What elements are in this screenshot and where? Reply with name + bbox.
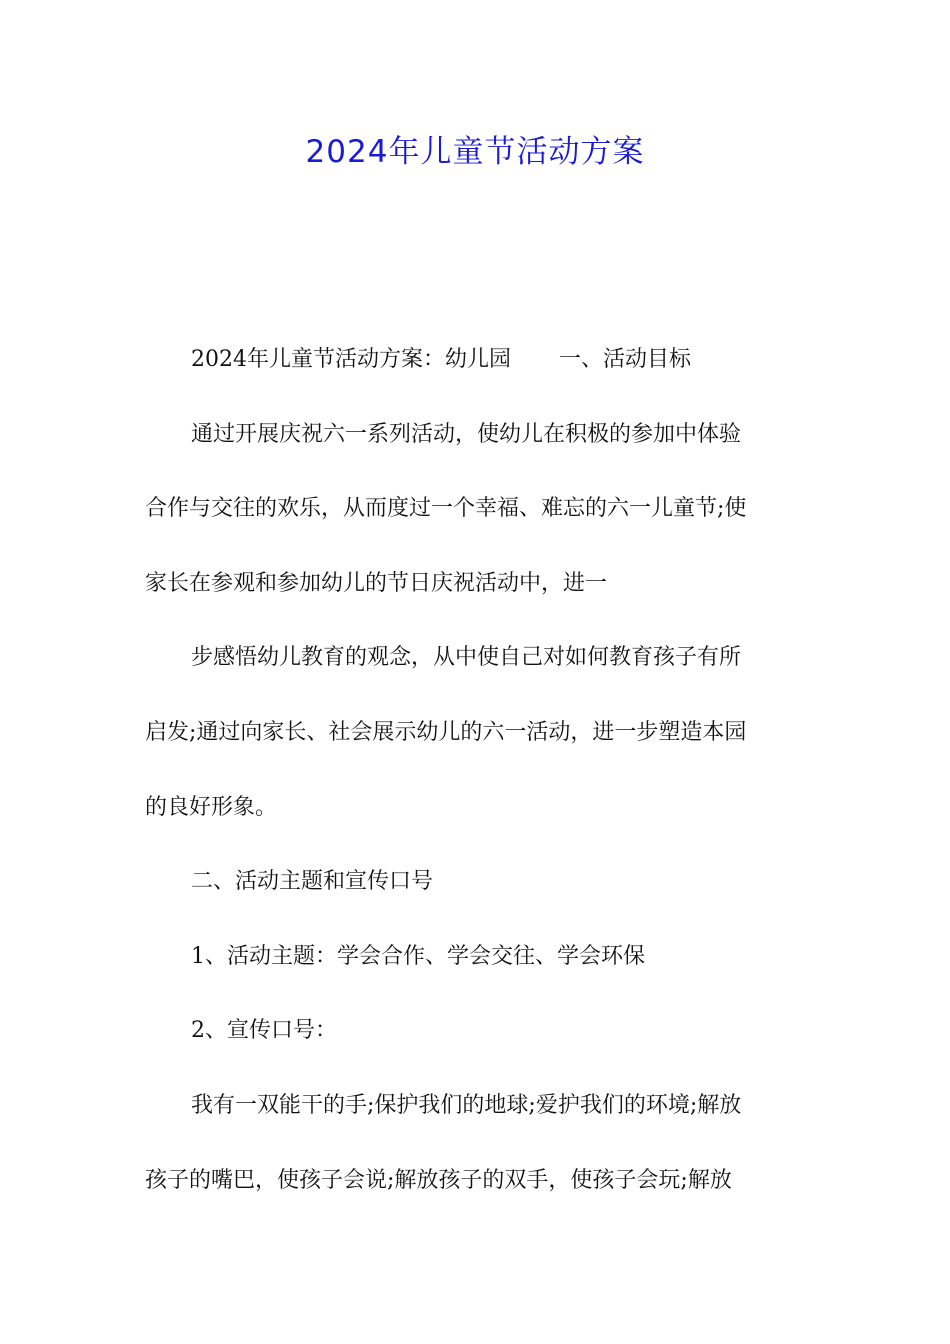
paragraph-line: 家长在参观和参加幼儿的节日庆祝活动中，进一 (145, 570, 608, 596)
paragraph-line: 我有一双能干的手;保护我们的地球;爱护我们的环境;解放 (191, 1092, 742, 1118)
paragraph-line: 合作与交往的欢乐，从而度过一个幸福、难忘的六一儿童节;使 (145, 496, 747, 522)
list-item-slogan: 2、宣传口号： (191, 1018, 337, 1044)
paragraph-line: 通过开展庆祝六一系列活动，使幼儿在积极的参加中体验 (191, 421, 742, 447)
paragraph-line: 孩子的嘴巴，使孩子会说;解放孩子的双手，使孩子会玩;解放 (145, 1167, 732, 1193)
intro-heading: 2024年儿童节活动方案：幼儿园 (191, 347, 511, 372)
section-heading-theme: 二、活动主题和宣传口号 (191, 869, 434, 895)
paragraph-line: 启发;通过向家长、社会展示幼儿的六一活动，进一步塑造本园 (145, 719, 747, 745)
paragraph-line (145, 338, 805, 413)
list-item-theme: 1、活动主题：学会合作、学会交往、学会环保 (191, 943, 645, 969)
paragraph-line: 步感悟幼儿教育的观念，从中使自己对如何教育孩子有所 (191, 645, 742, 671)
section-heading-goals: 一、活动目标 (559, 347, 692, 372)
document-title: 2024年儿童节活动方案 (305, 134, 645, 170)
paragraph-line: 的良好形象。 (145, 794, 278, 820)
document-body (145, 338, 805, 1233)
